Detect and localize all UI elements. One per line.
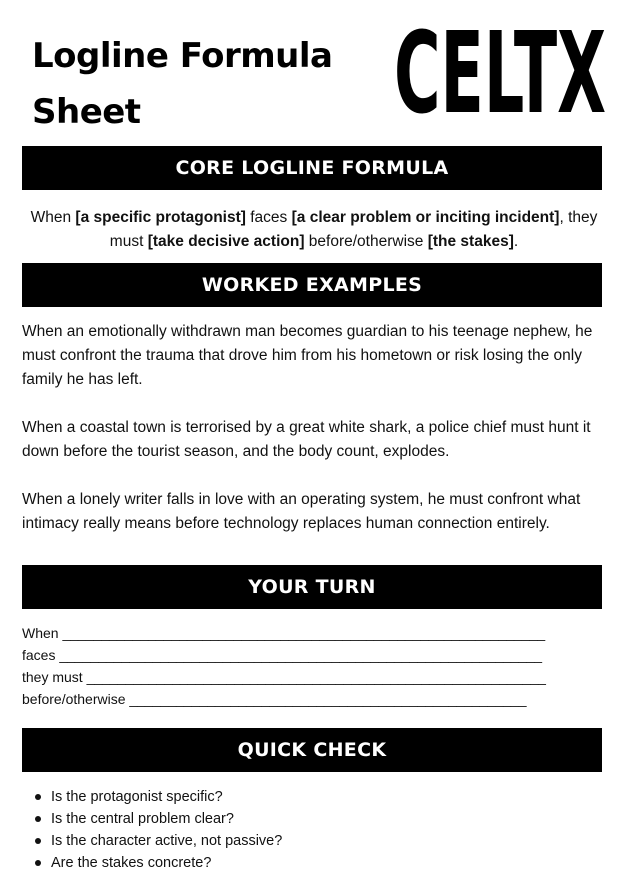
formula-action: [take decisive action] bbox=[147, 233, 305, 250]
page-title bbox=[32, 28, 362, 140]
worksheet-line-they-must: they must ___________________________________________________________ bbox=[22, 669, 546, 685]
list-item: Is the protagonist specific? bbox=[22, 786, 606, 808]
section-header-core-formula: CORE LOGLINE FORMULA bbox=[22, 146, 602, 190]
example-paragraph-2: When a coastal town is terrorised by a great white shark, a police chief must hunt it down before the tourist season, and the body count, explodes. bbox=[22, 419, 591, 460]
your-turn-worksheet bbox=[22, 622, 606, 710]
list-item: Is the central problem clear? bbox=[22, 808, 606, 830]
quick-check-list bbox=[22, 786, 606, 874]
section-header-worked-examples: WORKED EXAMPLES bbox=[22, 263, 602, 307]
list-item: Are the stakes concrete? bbox=[22, 852, 606, 874]
celtx-logo-text: CELTX bbox=[394, 18, 606, 126]
formula-protagonist: [a specific protagonist] bbox=[75, 209, 246, 226]
section-header-quick-check: QUICK CHECK bbox=[22, 728, 602, 772]
page-title-line-1: Logline Formula bbox=[32, 36, 333, 76]
celtx-logo bbox=[388, 18, 612, 126]
page-title-line-2: Sheet bbox=[32, 92, 141, 132]
worksheet-line-before-otherwise: before/otherwise ___________________________________________________ bbox=[22, 691, 527, 707]
worksheet-line-faces: faces ______________________________________________________________ bbox=[22, 647, 543, 663]
formula-stakes: [the stakes] bbox=[427, 233, 514, 250]
core-formula-text: When [a specific protagonist] faces [a clear problem or inciting incident], they must [take decisive action] before/otherwise [the stakes]. bbox=[30, 209, 598, 250]
example-paragraph-3: When a lonely writer falls in love with an operating system, he must confront what intimacy really means before technology replaces human connection entirely. bbox=[22, 491, 581, 532]
section-header-your-turn: YOUR TURN bbox=[22, 565, 602, 609]
list-item: Is the character active, not passive? bbox=[22, 830, 606, 852]
formula-problem: [a clear problem or inciting incident] bbox=[291, 209, 560, 226]
worksheet-line-when: When ______________________________________________________________ bbox=[22, 625, 546, 641]
example-paragraph-1: When an emotionally withdrawn man becomes guardian to his teenage nephew, he must confront the trauma that drove him from his hometown or risk losing the only family he has left. bbox=[22, 323, 593, 388]
